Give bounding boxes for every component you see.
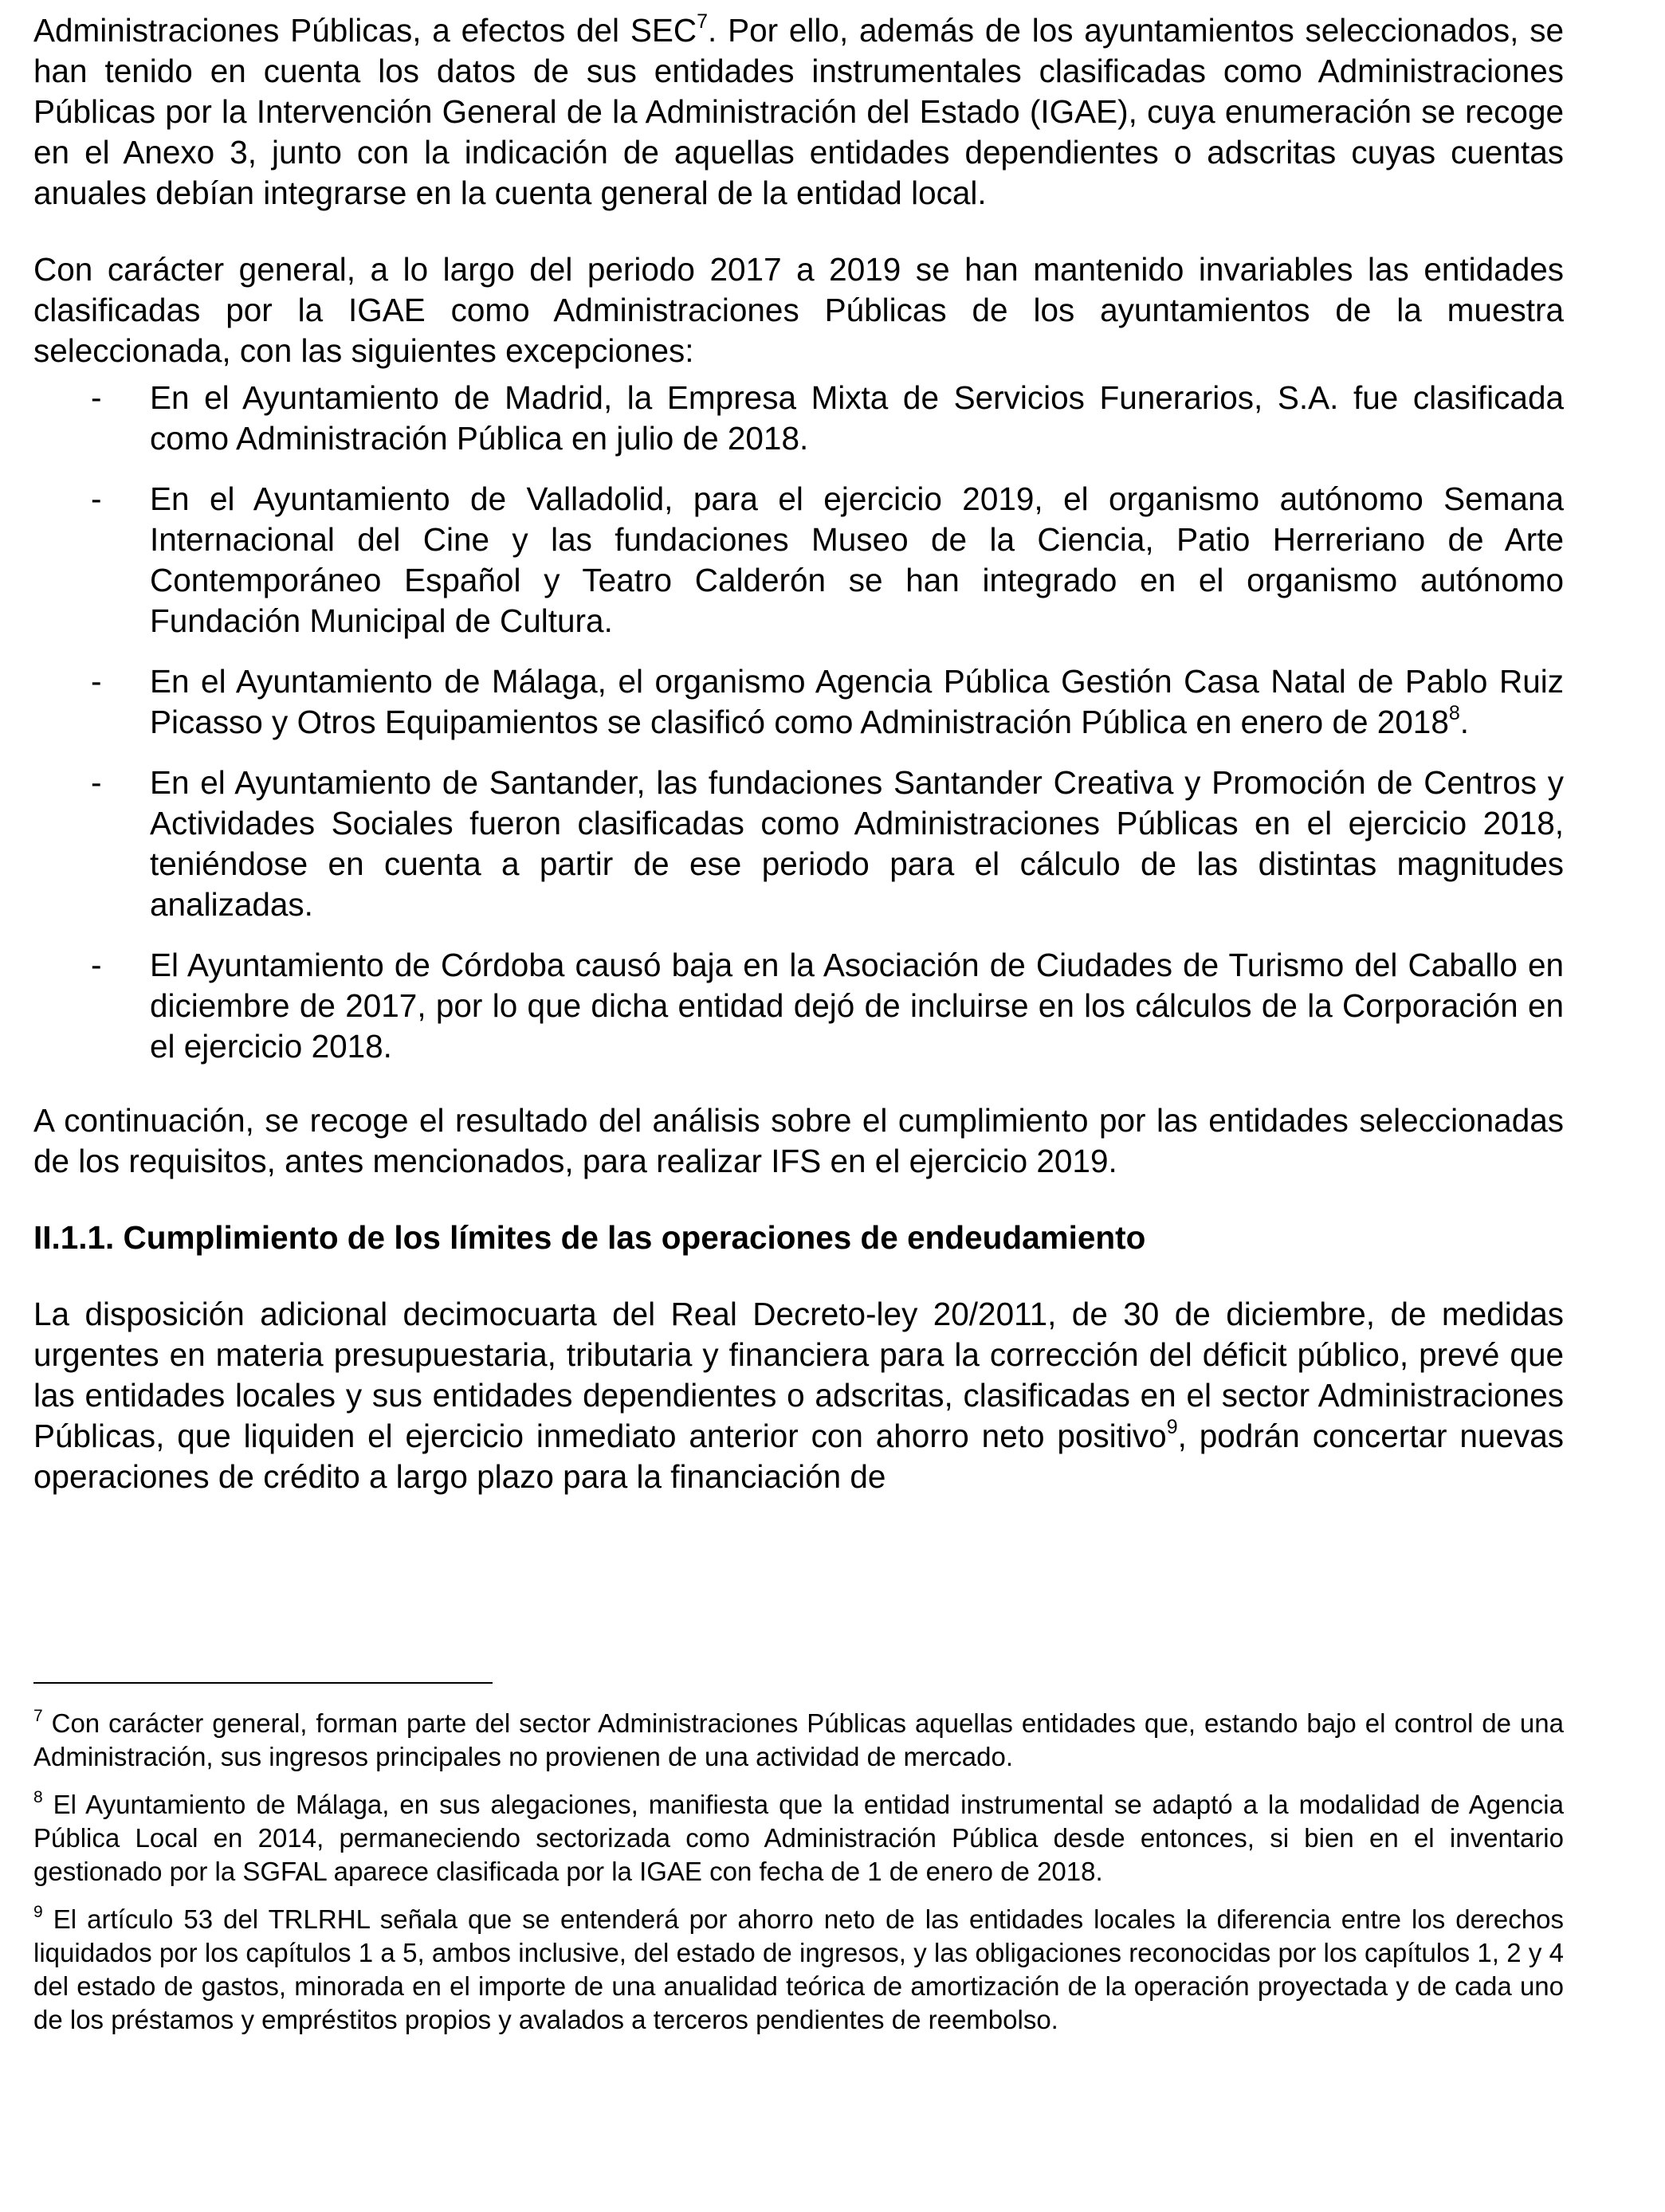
paragraph-text: Administraciones Públicas, a efectos del SEC (33, 12, 697, 49)
footnote-7 (33, 1707, 1564, 1774)
list-item (33, 763, 1564, 925)
paragraph-sec-entities (33, 10, 1564, 214)
section-heading: II.1.1. Cumplimiento de los límites de las operaciones de endeudamiento (33, 1219, 1146, 1256)
footnote-text: Con carácter general, forman parte del sector Administraciones Públicas aquellas entidades que, estando bajo el control de una Administración, sus ingresos principales no provienen de una actividad de mercado. (33, 1708, 1564, 1771)
footnote-ref-8[interactable]: 8 (1448, 702, 1460, 724)
list-bullet: - (91, 764, 102, 801)
list-bullet: - (91, 663, 102, 700)
list-item-text: El Ayuntamiento de Córdoba causó baja en la Asociación de Ciudades de Turismo del Caballo en diciembre de 2017, por lo que dicha entidad dejó de incluirse en los cálculos de la Corporación en el ejercicio 2018. (150, 947, 1564, 1065)
paragraph-analysis-result: A continuación, se recoge el resultado del análisis sobre el cumplimiento por las entidades seleccionadas de los requisitos, antes mencionados, para realizar IFS en el ejercicio 2019. (33, 1102, 1564, 1179)
list-item-text-part: En el Ayuntamiento de Málaga, el organismo Agencia Pública Gestión Casa Natal de Pablo Ruiz Picasso y Otros Equipamientos se clasificó como Administración Pública en enero de 2018 (150, 663, 1564, 740)
list-item (33, 479, 1564, 641)
footnote-text: El Ayuntamiento de Málaga, en sus alegaciones, manifiesta que la entidad instrumental se adaptó a la modalidad de Agencia Pública Local en 2014, permaneciendo sectorizada como Administración Pública desde entonces, si bien en el inventario gestionado por la SGFAL aparece clasificada por la IGAE con fecha de 1 de enero de 2018. (33, 1790, 1564, 1886)
exceptions-list (33, 378, 1564, 1067)
paragraph-exceptions-intro: Con carácter general, a lo largo del periodo 2017 a 2019 se han mantenido invariables las entidades clasificadas por la IGAE como Administraciones Públicas de los ayuntamientos de la muestra seleccionada, con las siguientes excepciones: (33, 251, 1564, 369)
footnote-9 (33, 1903, 1564, 2037)
list-bullet: - (91, 480, 102, 517)
footnotes (33, 1707, 1564, 2051)
footnote-separator (33, 1682, 493, 1684)
list-item-text: En el Ayuntamiento de Santander, las fundaciones Santander Creativa y Promoción de Centros y Actividades Sociales fueron clasificadas como Administraciones Públicas en el ejercicio 2018, teniéndose en cuenta a partir de ese periodo para el cálculo de las distintas magnitudes analizadas. (150, 764, 1564, 923)
footnote-text: El artículo 53 del TRLRHL señala que se entenderá por ahorro neto de las entidades locales la diferencia entre los derechos liquidados por los capítulos 1 a 5, ambos inclusive, del estado de ingresos, y las obligaciones reconocidas por los capítulos 1, 2 y 4 del estado de gastos, minorada en el importe de una anualidad teórica de amortización de la operación proyectada y de cada uno de los préstamos y empréstitos propios y avalados a terceros pendientes de reembolso. (33, 1904, 1564, 2034)
footnote-8 (33, 1788, 1564, 1888)
list-bullet: - (91, 947, 102, 983)
list-item-text: En el Ayuntamiento de Valladolid, para el ejercicio 2019, el organismo autónomo Semana Internacional del Cine y las fundaciones Museo de la Ciencia, Patio Herreriano de Arte Contemporáneo Español y Teatro Calderón se han integrado en el organismo autónomo Fundación Municipal de Cultura. (150, 480, 1564, 639)
list-item-text (150, 663, 1564, 740)
paragraph-text: , podrán concertar nuevas operaciones de crédito a largo plazo para la financiación de (33, 1418, 1564, 1495)
list-bullet: - (91, 379, 102, 416)
paragraph-rdl-20-2011 (33, 1294, 1564, 1497)
document-page (33, 0, 1564, 1497)
list-item (33, 945, 1564, 1067)
list-item (33, 661, 1564, 743)
list-item (33, 378, 1564, 459)
list-item-text: En el Ayuntamiento de Madrid, la Empresa Mixta de Servicios Funerarios, S.A. fue clasificada como Administración Pública en julio de 2018. (150, 379, 1564, 457)
footnote-ref-9[interactable]: 9 (1166, 1416, 1178, 1438)
paragraph-text: . Por ello, además de los ayuntamientos seleccionados, se han tenido en cuenta los datos de sus entidades instrumentales clasificadas como Administraciones Públicas por la Intervención General de la Administración del Estado (IGAE), cuya enumeración se recoge en el Anexo 3, junto con la indicación de aquellas entidades dependientes o adscritas cuyas cuentas anuales debían integrarse en la cuenta general de la entidad local. (33, 12, 1564, 211)
footnote-number: 8 (33, 1788, 43, 1806)
paragraph-text: La disposición adicional decimocuarta del Real Decreto-ley 20/2011, de 30 de diciembre, de medidas urgentes en materia presupuestaria, tributaria y financiera para la corrección del déficit público, prevé que las entidades locales y sus entidades dependientes o adscritas, clasificadas en el sector Administraciones Públicas, que liquiden el ejercicio inmediato anterior con ahorro neto positivo (33, 1296, 1564, 1454)
footnote-number: 7 (33, 1707, 43, 1725)
footnote-number: 9 (33, 1903, 43, 1921)
footnote-ref-7[interactable]: 7 (697, 10, 709, 33)
list-item-text-part: . (1459, 704, 1470, 740)
